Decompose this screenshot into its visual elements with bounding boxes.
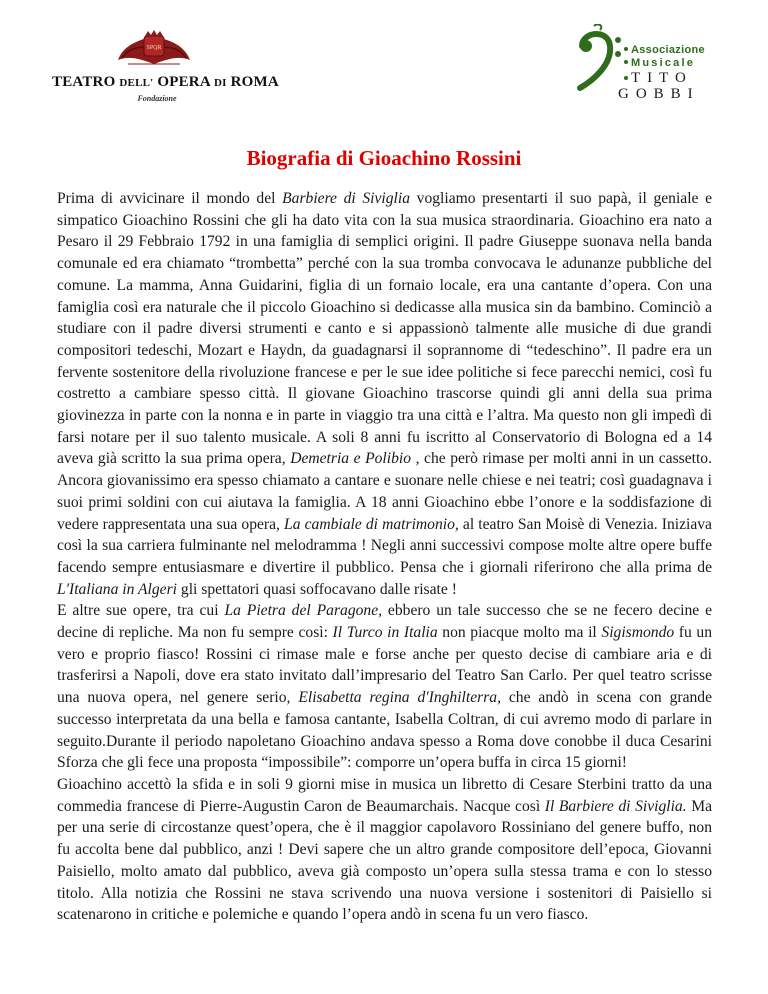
opera-word: OPERA xyxy=(157,74,211,90)
teatro-name xyxy=(52,74,279,91)
crown-emblem-icon xyxy=(114,30,194,72)
paragraph-2: E altre sue opere, tra cui La Pietra del Paragone, ebbero un tale successo che se ne fecero decine e decine di repliche. Ma non fu sempre così: Il Turco in Italia non piacque molto ma il Sigismondo fu un vero e proprio fiasco! Rossini ci rimase male e forse anche per questo decise di cambiare aria e di trasferirsi a Napoli, dove era stato invitato dall’impresario del Teatro San Carlo. Per quel teatro scrisse una nuova opera, nel genere serio, Elisabetta regina d'Inghilterra, che andò in scena con grande successo interpretata da una bella e famosa cantante, Isabella Coltran, di cui avremo modo di parlare in seguito.Durante il periodo napoletano Gioachino andava spesso a Roma dove conobbe il duca Cesarini Sforza che gli fece una proposta “impossibile”: comporre un’opera buffa in circa 15 giorni! xyxy=(57,602,713,772)
associazione-tito-gobbi-logo xyxy=(560,20,720,120)
page-title: Biografia di Gioachino Rossini xyxy=(246,146,522,170)
emblem-text: SPQR xyxy=(146,45,162,51)
bass-clef-icon xyxy=(574,24,624,94)
teatro-opera-roma-logo xyxy=(52,30,279,105)
di-word: DI xyxy=(214,77,227,89)
teatro-word: TEATRO xyxy=(52,74,116,90)
roma-word: ROMA xyxy=(230,74,279,90)
paragraph-3: Gioachino accettò la sfida e in soli 9 giorni mise in musica un libretto di Cesare Sterbini tratto da una commedia francese di Pierre-Augustin Caron de Beaumarchais. Nacque così Il Barbiere di Siviglia. Ma per una serie di circostanze quest’opera, che è il maggior capolavoro Rossiniano del genere buffo, non fu accolta bene dal pubblico, anzi ! Devi sapere che un altro grande compositore dell’epoca, Giovanni Paisiello, molto amato dal pubblico, aveva già composto un’opera sulla stessa trama e con lo stesso titolo. Alla notizia che Rossini ne stava scrivendo una nuova versione i sostenitori di Paisiello si scatenarono in critiche e polemiche e quando l’opera andò in scena fu un vero fiasco. xyxy=(57,775,713,924)
tito-label: TITO xyxy=(624,70,693,87)
fondazione-label: Fondazione xyxy=(137,94,177,103)
paragraph-1: Prima di avvicinare il mondo del Barbiere di Siviglia vogliamo presentarti il suo papà, il geniale e simpatico Gioachino Rossini che gli ha dato vita con la sua musica straordinaria. Gioachino era nato a Pesaro il 29 Febbraio 1792 in una famiglia di semplici origini. Il padre Giuseppe suonava nella banda comunale ed era chiamato “trombetta” perché con la sua tromba convocava le adunanze pubbliche del comune. La mamma, Anna Guidarini, figlia di un fornaio locale, era una cantante d’opera. Con una famiglia così era naturale che il piccolo Gioachino si dedicasse alla musica sin da bambino. Cominciò a studiare con il padre diversi strumenti e canto e si appassionò talmente alle musiche di due grandi compositori tedeschi, Mozart e Haydn, da guadagnarsi il soprannome di “tedeschino”. Il padre era un fervente sostenitore della rivoluzione francese e per le sue idee politiche si fece parecchi nemici, così fu costretto a cambiare spesso città. Il giovane Gioachino trascorse quindi gli anni della sua prima giovinezza in parte con la nonna e in parte in viaggio tra una città e l’altra. Ma questo non gli impedì di farsi notare per il suo talento musicale. A soli 8 anni fu iscritto al Conservatorio di Bologna ed a 14 aveva già scritto la sua prima opera, Demetria e Polibio , che però rimase per molti anni in un cassetto. Ancora giovanissimo era spesso chiamato a cantare e suonare nelle chiese e nei teatri; così guadagnava i suoi primi soldini con cui aiutava la famiglia. A 18 anni Gioachino ebbe l’onore e la soddisfazione di vedere rappresentata una sua opera, La cambiale di matrimonio, al teatro San Moisè di Venezia. Iniziava così la sua carriera fulminante nel melodramma ! Negli anni successivi compose molte altre opere buffe facendo sempre entusiasmare e divertire il pubblico. Pensa che i giornali riferirono che alla prima de L'Italiana in Algeri gli spettatori quasi soffocavano dalle risate ! xyxy=(57,190,713,598)
dell-word: DELL' xyxy=(119,77,154,89)
musicale-label: Musicale xyxy=(624,57,695,69)
gobbi-label: GOBBI xyxy=(618,86,700,102)
associazione-label: Associazione xyxy=(624,44,705,56)
biography-text xyxy=(57,188,712,926)
